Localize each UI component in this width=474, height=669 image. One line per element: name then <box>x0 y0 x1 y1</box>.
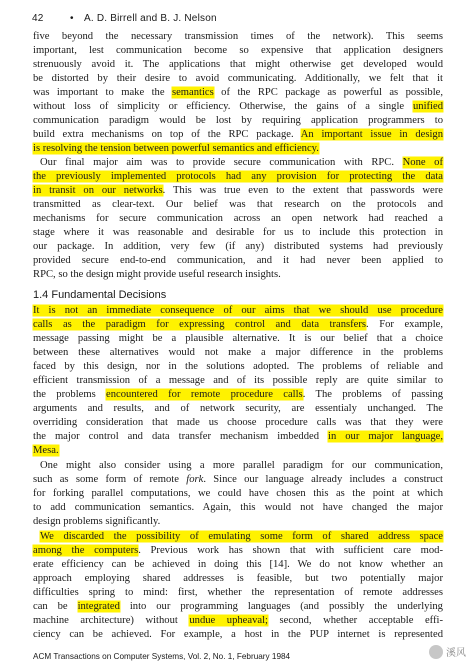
text-run: was important to make the <box>33 87 172 98</box>
chat-bubble-icon <box>429 645 443 659</box>
text-run: build extra mechanisms on top of the RPC package. <box>33 129 301 140</box>
text-line: difficulties spring to mind: first, whether the representation of remote addresses <box>33 587 443 598</box>
text-line <box>33 544 443 558</box>
header-authors: A. D. Birrell and B. J. Nelson <box>84 13 217 24</box>
text-line: arguments and results, and of network security, are essentialy unchanged. The <box>33 403 443 414</box>
highlight: encountered for remote procedure calls <box>106 389 303 400</box>
text-line: faced by this design, nor in the solutions adopted. The problems of reliable and <box>33 361 443 372</box>
text-line <box>33 473 443 487</box>
text-line <box>40 156 443 170</box>
text-line: erate efficiency can be achieved in doing this [14]. We do not know whether an <box>33 559 443 570</box>
highlight: is resolving the tension between powerful semantics and efficiency. <box>33 143 319 154</box>
italic-text: fork <box>186 474 204 485</box>
text-run: without loss of simplicity or efficiency. Otherwise, the gains of a single <box>33 101 413 112</box>
text-run: the problems <box>33 389 107 400</box>
text-run: . For example, <box>366 319 443 330</box>
text-line: provided secure end-to-end communication, and it had never been applied to <box>33 255 443 266</box>
text-line: transmitted as clear-text. Our belief was that research on the protocols and <box>33 199 443 210</box>
text-line <box>33 184 443 198</box>
text-line <box>33 430 443 444</box>
text-line: between these alternatives would not make a major difference in the problems <box>33 347 443 358</box>
text-line <box>33 128 443 142</box>
text-line <box>33 444 443 458</box>
text-run: the major control and data transfer mechanism imbedded <box>33 431 329 442</box>
text-line <box>33 304 443 318</box>
page-number: 42 <box>32 13 44 24</box>
text-run: . This was true even to the extent that passwords were <box>162 185 443 196</box>
text-run: such as some form of remote <box>33 474 187 485</box>
text-line: efficient transmission of a message and of its possible reply are quite similar to <box>33 375 443 386</box>
text-run: machine architecture) without <box>33 615 190 626</box>
text-line: for forking parallel computations, we could have chosen this as the point at which <box>33 488 443 499</box>
text-run: . Previous work has shown that with sufficient care mod- <box>138 545 443 556</box>
text-line <box>33 86 443 100</box>
running-header <box>32 13 217 24</box>
text-line: be distorted by their desire to avoid communicating. Additionally, we felt that it <box>33 73 443 84</box>
text-line <box>33 100 443 114</box>
text-line: RPC, so the design might provide useful research insights. <box>33 269 281 280</box>
section-heading: 1.4 Fundamental Decisions <box>33 289 167 301</box>
text-run: into our programming languages (and possibly the underlying <box>119 601 443 612</box>
highlight: in transit on our networks <box>33 185 163 196</box>
text-run: . The problems of passing <box>302 389 443 400</box>
highlight: calls as the paradigm for expressing control and data transfers <box>33 319 367 330</box>
text-line: overriding consideration that made us choose procedure calls was that they were <box>33 417 443 428</box>
text-line <box>33 600 443 614</box>
text-line: communication paradigm would be lost by requiring application programmers to <box>33 115 443 126</box>
highlight: It is not an immediate consequence of our aims that we should use procedure <box>33 305 443 316</box>
text-line <box>33 388 443 402</box>
text-line <box>33 170 443 184</box>
highlight: We discarded the possibility of emulating some form of shared address space <box>40 531 443 542</box>
text-line <box>40 530 443 544</box>
text-run: can be <box>33 601 78 612</box>
text-line: One might also consider using a more parallel paradigm for our communication, <box>40 460 443 471</box>
text-line: to add communication semantics. Again, this would not have changed the major <box>33 502 443 513</box>
highlight: semantics <box>171 87 214 98</box>
text-run: Our final major aim was to provide secure communication with RPC. <box>40 157 403 168</box>
watermark-text: 溪风 <box>446 648 466 659</box>
text-run: of the RPC package as powerful as possible, <box>213 87 443 98</box>
highlight: Mesa. <box>33 445 59 456</box>
text-line: ciency can be achieved. For example, a host in the PUP internet is represented <box>33 629 443 640</box>
text-line: five beyond the necessary transmission times of the network). This seems <box>33 31 443 42</box>
highlight: unified <box>412 101 443 112</box>
text-line: approach employing shared addresses is feasible, but two potentially major <box>33 573 443 584</box>
text-line: important, lest communication become so expensive that application designers <box>33 45 443 56</box>
highlight: None of <box>402 157 443 168</box>
text-line: stage where it was reasonable and desirable for us to include this protection in <box>33 227 443 238</box>
header-bullet: • <box>70 13 74 24</box>
text-line <box>33 614 443 628</box>
watermark <box>429 644 466 659</box>
highlight: the previously implemented protocols had any provision for protecting the data <box>33 171 443 182</box>
text-run: . Since our language already includes a construct <box>203 474 443 485</box>
page-footer: ACM Transactions on Computer Systems, Vol. 2, No. 1, February 1984 <box>33 652 291 661</box>
highlight: integrated <box>77 601 120 612</box>
text-line: mechanisms for secure communication across an open network had reached a <box>33 213 443 224</box>
text-line: message passing might be a plausible alternative. It is our belief that a choice <box>33 333 443 344</box>
text-run: second, whether acceptable effi- <box>267 615 444 626</box>
highlight: An important issue in design <box>300 129 443 140</box>
highlight: among the computers <box>33 545 139 556</box>
highlight: undue upheaval; <box>189 615 268 626</box>
text-line <box>33 142 443 156</box>
text-line <box>33 318 443 332</box>
text-line: design problems significantly. <box>33 516 161 527</box>
highlight: in our major language, <box>328 431 443 442</box>
text-line: strenuously avoid it. The applications that might otherwise get developed would <box>33 59 443 70</box>
text-line: our package. In addition, very few (if any) distributed systems had previously <box>33 241 443 252</box>
